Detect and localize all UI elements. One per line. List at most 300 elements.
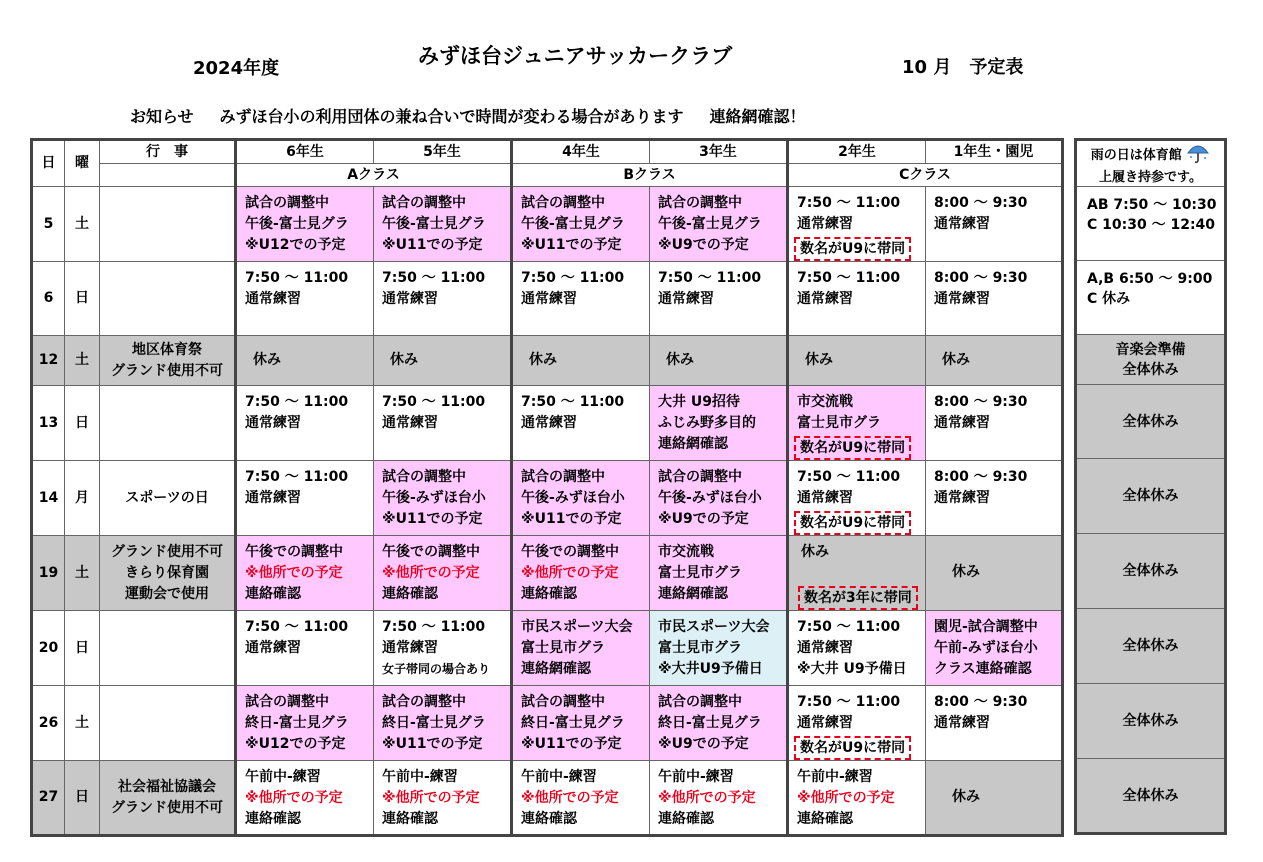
cell-line: 富士見市グラ [658, 565, 742, 581]
cell-line: 連絡確認 [382, 811, 438, 827]
cell-line: ふじみ野多目的 [658, 415, 756, 431]
rain-header-line2: 上履き持参です。 [1099, 169, 1202, 185]
cell-line: 通常練習 [382, 415, 438, 431]
cell-g6 [236, 761, 374, 836]
cell-g2 [788, 461, 926, 536]
cell-line: 通常練習 [797, 640, 853, 656]
cell-content [374, 386, 510, 434]
cell-line: 通常練習 [245, 490, 301, 506]
day-cell: 14 [32, 461, 65, 536]
event-cell [100, 461, 236, 536]
cell-line: 午後での調整中 [521, 544, 619, 560]
notice [130, 104, 832, 127]
col-day-header: 日 [32, 140, 65, 187]
note-badge: 数名がU9に帯同 [794, 237, 911, 261]
schedule-row [32, 386, 1063, 461]
col-grade1-header: 1年生・園児 [926, 140, 1063, 164]
cell-line: 休み [952, 789, 980, 805]
cell-line: ※U9での予定 [658, 237, 749, 253]
event-cell [100, 386, 236, 461]
rain-line: 全体休み [1122, 787, 1179, 804]
cell-content [789, 686, 925, 760]
cell-g4 [512, 461, 650, 536]
cell-content [374, 262, 510, 310]
cell-line: 園児-試合調整中 [934, 619, 1038, 635]
cell-line: ※U12での予定 [245, 237, 346, 253]
cell-line: 試合の調整中 [382, 694, 466, 710]
cell-line: 試合の調整中 [382, 195, 466, 211]
cell-line: 7:50 ～ 11:00 [521, 270, 625, 286]
cell-content [237, 761, 373, 830]
rain-cell [1076, 459, 1226, 534]
cell-content [926, 611, 1061, 680]
cell-g3 [650, 386, 788, 461]
cell-line: 通常練習 [382, 640, 438, 656]
cell-g4 [512, 686, 650, 761]
cell-content [513, 686, 649, 755]
cell-line: 午後-富士見グラ [382, 216, 486, 232]
col-grade2-header: 2年生 [788, 140, 926, 164]
cell-line: 大井 U9招待 [658, 394, 740, 410]
event-line: 地区体育祭 [132, 341, 202, 358]
cell-g2 [788, 386, 926, 461]
notice-label: お知らせ [130, 107, 194, 126]
event-cell [100, 336, 236, 386]
weekday-cell: 日 [65, 386, 100, 461]
cell-line: 午後-富士見グラ [245, 216, 349, 232]
cell-content [237, 262, 373, 310]
cell-content [789, 536, 925, 610]
rain-header [1076, 140, 1226, 187]
col-event-subheader [100, 164, 236, 187]
cell-g2 [788, 686, 926, 761]
cell-content [650, 536, 786, 605]
cell-content [926, 262, 1061, 310]
cell-content [513, 761, 649, 830]
cell-line: ※他所での予定 [521, 565, 619, 581]
weekday-cell: 土 [65, 336, 100, 386]
weekday-cell: 土 [65, 536, 100, 611]
cell-line: 市民スポーツ大会 [658, 619, 770, 635]
cell-content [926, 686, 1061, 734]
cell-content [513, 536, 649, 605]
rain-line: A,B 6:50 ～ 9:00 [1087, 271, 1213, 287]
notice-text: みずほ台小の利用団体の兼ね合いで時間が変わる場合があります [219, 107, 684, 126]
cell-content [650, 686, 786, 755]
cell-g4 [512, 336, 650, 386]
cell-content [374, 536, 510, 605]
umbrella-icon [1186, 142, 1210, 169]
cell-line: 市交流戦 [797, 394, 853, 410]
cell-g6 [236, 686, 374, 761]
cell-line: 通常練習 [934, 291, 990, 307]
rain-line: 全体休み [1122, 638, 1179, 654]
day-cell: 12 [32, 336, 65, 386]
cell-line: 7:50 ～ 11:00 [382, 619, 486, 635]
weekday-cell: 月 [65, 461, 100, 536]
cell-line: 連絡確認 [245, 586, 301, 602]
event-line: グランド使用不可 [111, 362, 223, 379]
cell-g4 [512, 187, 650, 262]
note-badge: 数名がU9に帯同 [794, 436, 911, 460]
cell-line: 7:50 ～ 11:00 [245, 270, 349, 286]
cell-line: 試合の調整中 [658, 469, 742, 485]
cell-content [650, 461, 786, 530]
cell-content [650, 611, 786, 680]
weekday-cell: 土 [65, 187, 100, 262]
event-cell [100, 686, 236, 761]
cell-line: 終日-富士見グラ [245, 715, 349, 731]
col-weekday-header: 曜 [65, 140, 100, 187]
cell-g2 [788, 761, 926, 836]
cell-g2 [788, 262, 926, 336]
cell-line: 連絡確認 [382, 586, 438, 602]
cell-line: 7:50 ～ 11:00 [245, 619, 349, 635]
event-cell [100, 262, 236, 336]
cell-line: 午後での調整中 [245, 544, 343, 560]
cell-g6 [236, 386, 374, 461]
rain-line: 全体休み [1122, 713, 1179, 729]
cell-g6 [236, 611, 374, 686]
cell-line: 富士見市グラ [521, 640, 605, 656]
rain-line: AB 7:50 ～ 10:30 [1087, 197, 1217, 213]
cell-line: ※U11での予定 [382, 736, 483, 752]
rain-line: 全体休み [1122, 413, 1179, 430]
cell-content [926, 187, 1061, 235]
cell-g4 [512, 262, 650, 336]
cell-g1 [926, 461, 1063, 536]
cell-content [374, 461, 510, 530]
cell-content [650, 386, 786, 455]
weekday-cell: 日 [65, 262, 100, 336]
cell-line: 午後での調整中 [382, 544, 480, 560]
schedule-row [32, 461, 1063, 536]
cell-content [926, 461, 1061, 509]
rain-cell [1076, 187, 1226, 261]
schedule-row [32, 686, 1063, 761]
cell-line: ※U12での予定 [245, 736, 346, 752]
cell-g2 [788, 336, 926, 386]
rain-line: 音楽会準備 [1115, 341, 1186, 358]
cell-line: 8:00 ～ 9:30 [934, 469, 1028, 485]
schedule-row [32, 536, 1063, 611]
cell-g3 [650, 336, 788, 386]
cell-g5 [374, 336, 512, 386]
cell-line: 連絡網確認 [658, 586, 728, 602]
cell-g1 [926, 336, 1063, 386]
event-cell [100, 536, 236, 611]
cell-line: 休み [952, 564, 980, 580]
cell-content [926, 761, 1061, 808]
cell-content [374, 611, 510, 680]
cell-line: 試合の調整中 [521, 195, 605, 211]
cell-g5 [374, 461, 512, 536]
weekday-cell: 日 [65, 611, 100, 686]
cell-line: 女子帯同の場合あり [382, 662, 491, 676]
cell-line: ※U9での予定 [658, 736, 749, 752]
cell-line: 試合の調整中 [521, 694, 605, 710]
event-cell [100, 761, 236, 836]
cell-content [650, 761, 786, 830]
event-cell [100, 187, 236, 262]
cell-line: 7:50 ～ 11:00 [797, 270, 901, 286]
weekday-cell: 日 [65, 761, 100, 836]
cell-content [789, 611, 925, 680]
rain-cell [1076, 684, 1226, 759]
rain-row [1076, 335, 1226, 385]
day-cell: 20 [32, 611, 65, 686]
rain-row [1076, 459, 1226, 534]
cell-content [513, 187, 649, 256]
rest-label: 休み [942, 352, 970, 368]
cell-g6 [236, 187, 374, 262]
cell-line: 午前中-練習 [382, 769, 458, 785]
cell-line: ※他所での予定 [797, 790, 895, 806]
cell-g5 [374, 686, 512, 761]
cell-line: 市交流戦 [658, 544, 714, 560]
cell-line: ※他所での予定 [245, 790, 343, 806]
cell-line: 午前中-練習 [797, 769, 873, 785]
cell-line: 試合の調整中 [245, 195, 329, 211]
cell-content [513, 386, 649, 434]
cell-line: 7:50 ～ 11:00 [797, 195, 901, 211]
day-cell: 13 [32, 386, 65, 461]
cell-content [237, 187, 373, 256]
rain-cell [1076, 609, 1226, 684]
col-grade3-header: 3年生 [650, 140, 788, 164]
rest-label: 休み [805, 352, 833, 368]
cell-line: 連絡確認 [521, 586, 577, 602]
rain-cell [1076, 385, 1226, 459]
cell-g5 [374, 536, 512, 611]
cell-line: 終日-富士見グラ [658, 715, 762, 731]
cell-g1 [926, 187, 1063, 262]
schedule-row [32, 761, 1063, 836]
notice-confirm: 連絡網確認！ [709, 107, 806, 126]
cell-g4 [512, 386, 650, 461]
event-line: グランド使用不可 [111, 799, 223, 816]
cell-line: 午前中-練習 [658, 769, 734, 785]
cell-g1 [926, 386, 1063, 461]
cell-content [237, 536, 373, 605]
cell-line: 通常練習 [934, 415, 990, 431]
cell-line: 午前中-練習 [245, 769, 321, 785]
cell-g6 [236, 461, 374, 536]
cell-line: 通常練習 [797, 490, 853, 506]
cell-line: 午前-みずほ台小 [934, 640, 1038, 656]
schedule-table [30, 138, 1064, 837]
rain-cell [1076, 759, 1226, 834]
cell-g3 [650, 761, 788, 836]
month-schedule-label: 10 月 予定表 [902, 57, 1024, 78]
schedule-row [32, 187, 1063, 262]
cell-line: 通常練習 [245, 291, 301, 307]
cell-g1 [926, 611, 1063, 686]
cell-g2 [788, 536, 926, 611]
cell-g5 [374, 611, 512, 686]
rain-line: 全体休み [1122, 563, 1179, 579]
cell-content [513, 461, 649, 530]
cell-line: 午前中-練習 [521, 769, 597, 785]
cell-line: 8:00 ～ 9:30 [934, 694, 1028, 710]
cell-line: 7:50 ～ 11:00 [245, 469, 349, 485]
cell-line: 富士見市グラ [658, 640, 742, 656]
rain-cell [1076, 335, 1226, 385]
cell-line: 終日-富士見グラ [521, 715, 625, 731]
cell-line: 7:50 ～ 11:00 [797, 469, 901, 485]
cell-g3 [650, 262, 788, 336]
event-line: 社会福祉協議会 [118, 778, 216, 795]
cell-g4 [512, 536, 650, 611]
col-grade4-header: 4年生 [512, 140, 650, 164]
cell-line: 7:50 ～ 11:00 [797, 694, 901, 710]
col-event-header: 行 事 [100, 140, 236, 164]
cell-g2 [788, 611, 926, 686]
cell-g3 [650, 461, 788, 536]
cell-line: ※U11での予定 [521, 736, 622, 752]
rain-row [1076, 759, 1226, 834]
cell-g3 [650, 187, 788, 262]
cell-g4 [512, 611, 650, 686]
rain-line: 全体休み [1122, 488, 1179, 504]
cell-line: 富士見市グラ [797, 415, 881, 431]
schedule-row [32, 336, 1063, 386]
cell-line: 連絡確認 [245, 811, 301, 827]
cell-g5 [374, 187, 512, 262]
weekday-cell: 土 [65, 686, 100, 761]
cell-content [789, 461, 925, 535]
day-cell: 27 [32, 761, 65, 836]
cell-line: 通常練習 [521, 415, 577, 431]
cell-line: 試合の調整中 [521, 469, 605, 485]
cell-line: 7:50 ～ 11:00 [797, 619, 901, 635]
cell-content [374, 761, 510, 830]
cell-g3 [650, 686, 788, 761]
rain-row [1076, 609, 1226, 684]
cell-line: ※U11での予定 [521, 511, 622, 527]
rest-label: 休み [666, 352, 694, 368]
schedule-row [32, 611, 1063, 686]
cell-line: 通常練習 [797, 291, 853, 307]
cell-line: 午後-みずほ台小 [382, 490, 486, 506]
rest-label: 休み [529, 352, 557, 368]
cell-line: ※U9での予定 [658, 511, 749, 527]
cell-line: 7:50 ～ 11:00 [382, 270, 486, 286]
cell-line: 試合の調整中 [658, 694, 742, 710]
cell-line: 試合の調整中 [658, 195, 742, 211]
cell-line: 通常練習 [245, 640, 301, 656]
cell-content [789, 386, 925, 460]
rainy-day-table [1074, 138, 1227, 835]
cell-line: ※他所での予定 [658, 790, 756, 806]
rain-cell [1076, 534, 1226, 609]
cell-content [650, 187, 786, 256]
cell-g6 [236, 262, 374, 336]
cell-line: 午後-富士見グラ [658, 216, 762, 232]
cell-line: 試合の調整中 [382, 469, 466, 485]
cell-line: 連絡網確認 [521, 661, 591, 677]
cell-content [926, 386, 1061, 434]
rain-cell [1076, 261, 1226, 335]
cell-line: ※大井 U9予備日 [797, 661, 907, 677]
cell-line: 7:50 ～ 11:00 [382, 394, 486, 410]
rain-header-line1: 雨の日は体育館 [1090, 147, 1182, 163]
fiscal-year: 2024年度 [193, 58, 280, 79]
rain-line: C 休み [1087, 291, 1131, 307]
cell-line: 通常練習 [658, 291, 714, 307]
cell-content [789, 761, 925, 830]
cell-g1 [926, 686, 1063, 761]
cell-content [513, 262, 649, 310]
schedule-row [32, 262, 1063, 336]
cell-line: 7:50 ～ 11:00 [245, 394, 349, 410]
col-grade6-header: 6年生 [236, 140, 374, 164]
rain-row [1076, 385, 1226, 459]
day-cell: 26 [32, 686, 65, 761]
cell-line: ※他所での予定 [245, 565, 343, 581]
cell-line: 連絡確認 [797, 811, 853, 827]
cell-g5 [374, 386, 512, 461]
cell-g6 [236, 336, 374, 386]
cell-g4 [512, 761, 650, 836]
club-title: みずほ台ジュニアサッカークラブ [418, 44, 733, 68]
event-line: 運動会で使用 [125, 585, 209, 602]
cell-line: 連絡確認 [658, 811, 714, 827]
cell-content [926, 536, 1061, 583]
day-cell: 6 [32, 262, 65, 336]
event-line: スポーツの日 [125, 489, 209, 506]
cell-content [789, 187, 925, 261]
event-line: きらり保育園 [125, 564, 209, 581]
cell-content [374, 187, 510, 256]
cell-content [789, 262, 925, 310]
cell-line: 通常練習 [797, 715, 853, 731]
cell-line: 市民スポーツ大会 [521, 619, 633, 635]
cell-line: 8:00 ～ 9:30 [934, 270, 1028, 286]
cell-g6 [236, 536, 374, 611]
cell-line: 午後-みずほ台小 [521, 490, 625, 506]
cell-line: 連絡確認 [521, 811, 577, 827]
cell-content [513, 611, 649, 680]
cell-line: ※他所での予定 [382, 565, 480, 581]
cell-g1 [926, 761, 1063, 836]
cell-line: 終日-富士見グラ [382, 715, 486, 731]
cell-line: 連絡網確認 [658, 436, 728, 452]
day-cell: 19 [32, 536, 65, 611]
cell-line: 試合の調整中 [245, 694, 329, 710]
cell-line: 7:50 ～ 11:00 [658, 270, 762, 286]
event-cell [100, 611, 236, 686]
cell-line: 休み [801, 544, 829, 560]
cell-line: クラス連絡確認 [934, 661, 1032, 677]
cell-g1 [926, 536, 1063, 611]
day-cell: 5 [32, 187, 65, 262]
note-badge: 数名がU9に帯同 [794, 736, 911, 760]
note-badge: 数名が3年に帯同 [798, 586, 918, 610]
cell-line: 7:50 ～ 11:00 [521, 394, 625, 410]
cell-line: ※他所での予定 [382, 790, 480, 806]
rest-label: 休み [390, 352, 418, 368]
cell-line: ※他所での予定 [521, 790, 619, 806]
note-badge: 数名がU9に帯同 [794, 511, 911, 535]
rain-line: C 10:30 ～ 12:40 [1087, 217, 1216, 233]
cell-content [237, 386, 373, 434]
rain-row [1076, 187, 1226, 261]
cell-line: ※U11での予定 [521, 237, 622, 253]
cell-content [374, 686, 510, 755]
cell-line: 通常練習 [934, 715, 990, 731]
cell-line: 8:00 ～ 9:30 [934, 195, 1028, 211]
